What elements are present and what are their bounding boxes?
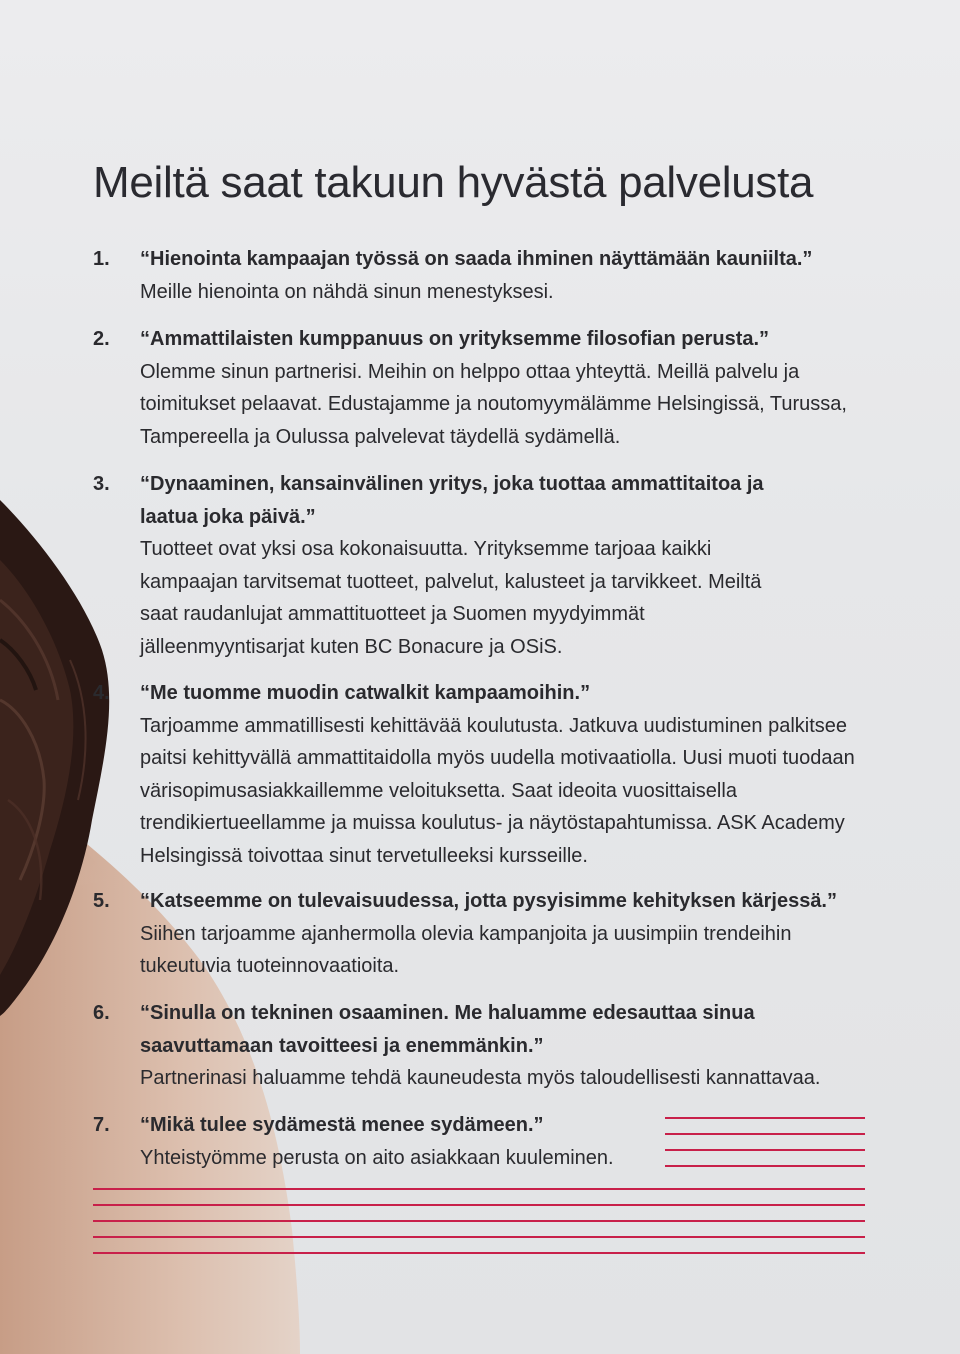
item-text: Meille hienointa on nähdä sinun menestyksesi. [140,280,554,303]
item-heading: “Dynaaminen, kansainvälinen yritys, joka tuottaa ammattitaitoa ja laatua joka päivä.” [140,473,764,528]
page-title: Meiltä saat takuun hyvästä palvelusta [93,158,814,207]
divider [665,1133,865,1135]
item-number: 2. [93,328,110,350]
divider [93,1236,865,1238]
item-text: Siihen tarjoamme ajanhermolla olevia kampanjoita ja uusimpiin trendeihin tukeutuvia tuoteinnovaatioita. [140,922,792,977]
item-number: 1. [93,248,110,270]
item-heading: “Katseemme on tulevaisuudessa, jotta pysyisimme kehityksen kärjessä.” [140,890,837,912]
item-number: 4. [93,682,110,704]
list-item [93,885,883,983]
item-heading: “Ammattilaisten kumppanuus on yrityksemme filosofian perusta.” [140,328,770,350]
divider [93,1204,865,1206]
item-number: 3. [93,473,110,495]
list-item [93,243,883,308]
divider [93,1188,865,1190]
list-item [93,677,883,872]
item-number: 6. [93,1002,110,1024]
list-item [93,468,883,663]
divider [93,1252,865,1254]
divider [665,1165,865,1167]
item-text: Olemme sinun partnerisi. Meihin on helppo ottaa yhteyttä. Meillä palvelu ja toimitukset pelaavat. Edustajamme ja noutomyymälämme Helsingissä, Turussa, Tampereella ja Oulussa palvelevat täydellä sydämellä. [140,360,847,448]
divider [665,1117,865,1119]
item-heading: “Sinulla on tekninen osaaminen. Me haluamme edesauttaa sinua saavuttamaan tavoitteesi ja enemmänkin.” [140,1002,755,1057]
item-text: Yhteistyömme perusta on aito asiakkaan kuuleminen. [140,1146,614,1169]
divider [93,1220,865,1222]
list-item [93,323,883,453]
divider [665,1149,865,1151]
list-item [93,997,883,1095]
item-heading: “Me tuomme muodin catwalkit kampaamoihin.” [140,682,591,704]
item-heading: “Mikä tulee sydämestä menee sydämeen.” [140,1114,544,1136]
item-text: Tuotteet ovat yksi osa kokonaisuutta. Yrityksemme tarjoaa kaikki kampaajan tarvitsemat tuotteet, palvelut, kalusteet ja tarvikkeet. Meiltä saat raudanlujat ammattituotteet ja Suomen myydyimmät jälleenmyyntisarjat kuten BC Bonacure ja OSiS. [140,538,762,658]
item-number: 7. [93,1114,110,1136]
item-heading: “Hienointa kampaajan työssä on saada ihminen näyttämään kauniilta.” [140,248,813,270]
item-number: 5. [93,890,110,912]
item-text: Partnerinasi haluamme tehdä kauneudesta myös taloudellisesti kannattavaa. [140,1067,821,1089]
item-text: Tarjoamme ammatillisesti kehittävää koulutusta. Jatkuva uudistuminen palkitsee paitsi kehittyvällä ammattitaidolla myös uudella motivaatiolla. Uusi muoti tuodaan värisopimusasiakkaillemme veloituksetta. Saat ideoita vuosittaisella trendikiertueellamme ja muissa koulutus- ja näytöstapahtumissa. ASK Academy Helsingissä toivottaa sinut tervetulleeksi kursseille. [140,714,855,867]
